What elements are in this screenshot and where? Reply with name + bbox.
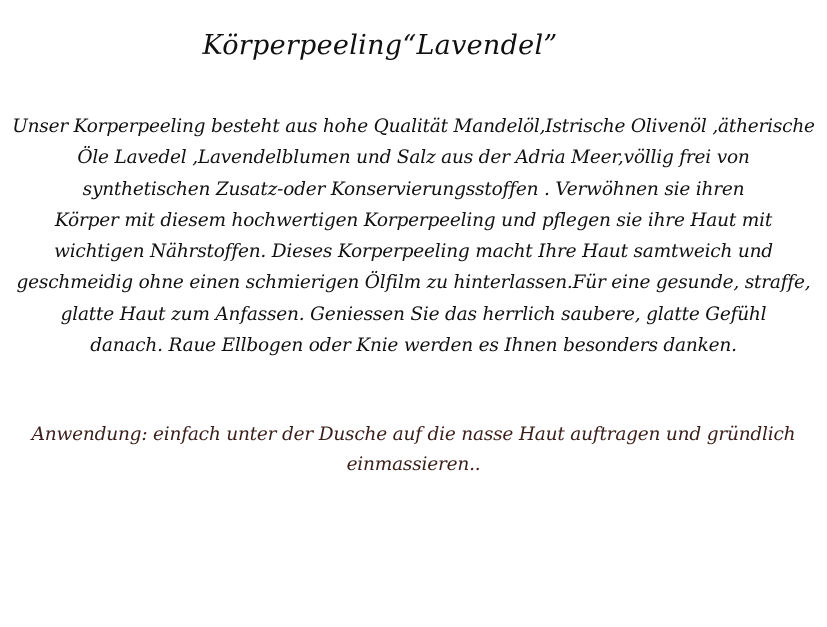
- description-line: geschmeidig ohne einen schmierigen Ölfilm zu hinterlassen.Für eine gesunde, straffe,: [16, 272, 811, 294]
- description-line: Körper mit diesem hochwertigen Korperpeeling und pflegen sie ihre Haut mit: [54, 209, 773, 231]
- product-description: [0, 111, 827, 361]
- usage-instructions: [0, 420, 827, 480]
- description-line: synthetischen Zusatz-oder Konservierungsstoffen . Verwöhnen sie ihren: [82, 178, 745, 200]
- description-line: danach. Raue Ellbogen oder Knie werden es Ihnen besonders danken.: [90, 335, 737, 357]
- usage-line: Anwendung: einfach unter der Dusche auf die nasse Haut auftragen und gründlich: [31, 424, 796, 445]
- description-line: glatte Haut zum Anfassen. Geniessen Sie das herrlich saubere, glatte Gefühl: [60, 303, 767, 325]
- description-line: Öle Lavedel ,Lavendelblumen und Salz aus der Adria Meer,völlig frei von: [77, 147, 750, 169]
- usage-line: einmassieren..: [346, 454, 481, 475]
- page-title: Körperpeeling“Lavendel”: [202, 30, 558, 61]
- description-line: Unser Korperpeeling besteht aus hohe Qualität Mandelöl,Istrische Olivenöl ,ätherische: [12, 116, 815, 137]
- description-line: wichtigen Nährstoffen. Dieses Korperpeeling macht Ihre Haut samtweich und: [54, 241, 773, 263]
